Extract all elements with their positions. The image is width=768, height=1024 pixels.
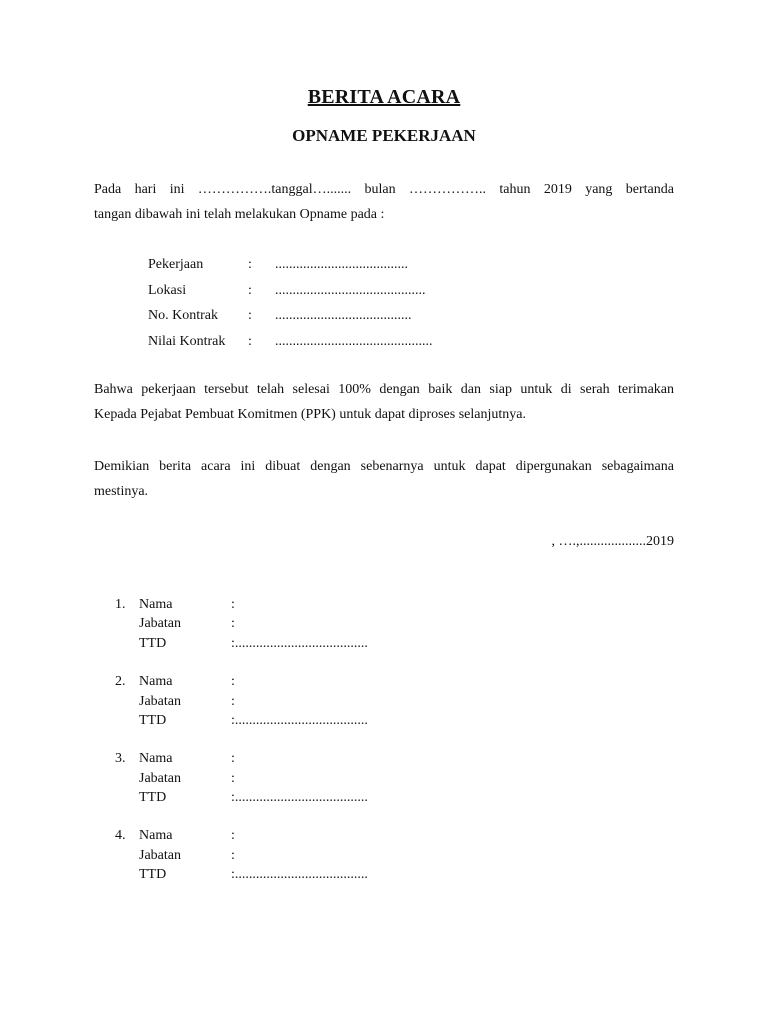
ttd-value: :...................................... <box>231 636 368 651</box>
jabatan-colon: : <box>231 694 235 709</box>
jabatan-colon: : <box>231 848 235 863</box>
statement-paragraph <box>94 377 674 427</box>
closing-line-2: mestinya. <box>94 484 149 499</box>
jabatan-colon: : <box>231 771 235 786</box>
ttd-label: TTD <box>139 790 167 805</box>
nama-colon: : <box>231 751 235 766</box>
ttd-label: TTD <box>139 867 167 882</box>
field-colon: : <box>248 334 252 349</box>
document-subtitle: OPNAME PEKERJAAN <box>292 126 476 145</box>
jabatan-label: Jabatan <box>139 848 181 863</box>
list-number: 1. <box>115 597 126 612</box>
field-value: ............................................. <box>275 334 433 349</box>
field-colon: : <box>248 257 252 272</box>
intro-line-1: Pada hari ini …………….tanggal…....... bulan …………….. tahun 2019 yang bertanda <box>94 182 674 197</box>
statement-line-1: Bahwa pekerjaan tersebut telah selesai 100% dengan baik dan siap untuk di serah terimakan <box>94 382 674 397</box>
jabatan-label: Jabatan <box>139 771 181 786</box>
document-title: BERITA ACARA <box>307 86 461 108</box>
intro-line-2: tangan dibawah ini telah melakukan Opname pada : <box>94 207 385 222</box>
list-number: 2. <box>115 674 126 689</box>
field-value: ...................................... <box>275 257 408 272</box>
field-label: Lokasi <box>148 283 187 298</box>
ttd-label: TTD <box>139 713 167 728</box>
place-date-line: , ….,...................2019 <box>551 534 674 549</box>
ttd-value: :...................................... <box>231 713 368 728</box>
nama-label: Nama <box>139 751 173 766</box>
field-colon: : <box>248 308 252 323</box>
field-label: No. Kontrak <box>148 308 218 323</box>
field-value: ........................................... <box>275 283 426 298</box>
closing-paragraph <box>94 454 674 504</box>
ttd-label: TTD <box>139 636 167 651</box>
nama-label: Nama <box>139 674 173 689</box>
nama-colon: : <box>231 597 235 612</box>
jabatan-colon: : <box>231 616 235 631</box>
field-colon: : <box>248 283 252 298</box>
nama-label: Nama <box>139 828 173 843</box>
closing-line-1: Demikian berita acara ini dibuat dengan sebenarnya untuk dapat dipergunakan sebagaimana <box>94 459 674 474</box>
nama-label: Nama <box>139 597 173 612</box>
jabatan-label: Jabatan <box>139 694 181 709</box>
ttd-value: :...................................... <box>231 790 368 805</box>
field-value: ....................................... <box>275 308 412 323</box>
nama-colon: : <box>231 828 235 843</box>
jabatan-label: Jabatan <box>139 616 181 631</box>
intro-paragraph <box>94 177 674 227</box>
field-label: Nilai Kontrak <box>148 334 226 349</box>
field-label: Pekerjaan <box>148 257 204 272</box>
statement-line-2: Kepada Pejabat Pembuat Komitmen (PPK) untuk dapat diproses selanjutnya. <box>94 407 526 422</box>
list-number: 4. <box>115 828 126 843</box>
nama-colon: : <box>231 674 235 689</box>
ttd-value: :...................................... <box>231 867 368 882</box>
list-number: 3. <box>115 751 126 766</box>
